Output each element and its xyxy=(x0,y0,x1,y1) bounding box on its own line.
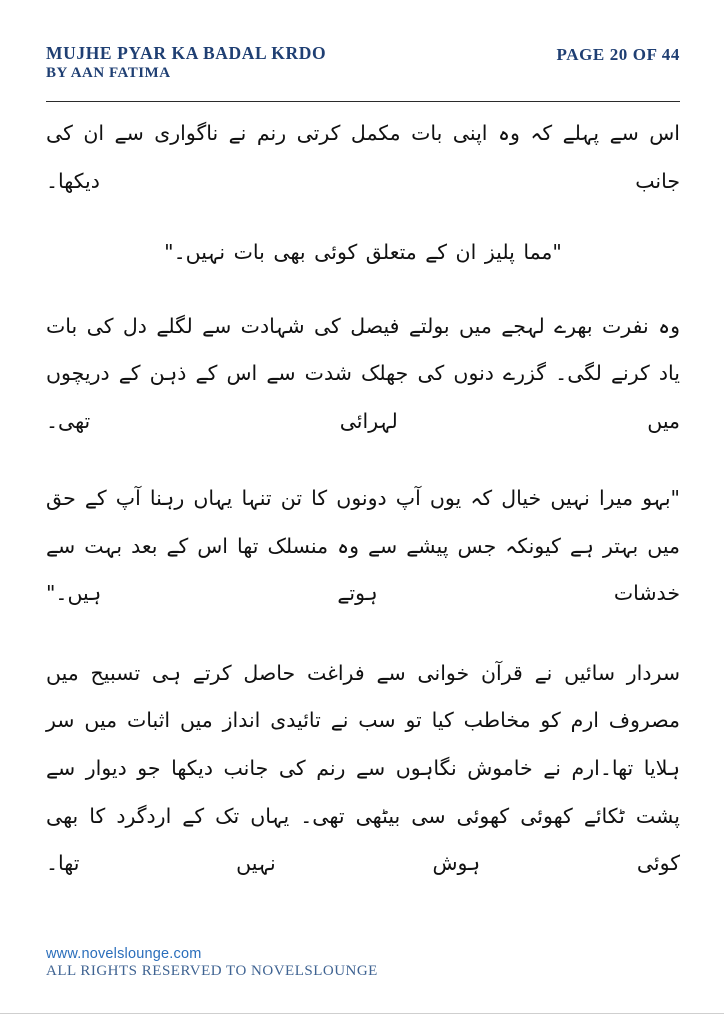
header-divider xyxy=(46,101,680,102)
page-footer xyxy=(46,946,586,980)
paragraph: سردار سائیں نے قرآن خوانی سے فراغت حاصل کرتے ہی تسبیح میں مصروف ارم کو مخاطب کیا تو سب نے تائیدی انداز میں اثبات میں سر ہلایا تھا۔ارم نے خاموش نگاہوں سے رنم کی جانب دیکھا جو دیوار سے پشت ٹکائے کھوئی کھوئی سی بیٹھی تھی۔ یہاں تک کے اردگرد کا بھی کوئی ہوش نہیں تھا۔ xyxy=(46,660,680,876)
paragraph: وہ نفرت بھرے لہجے میں بولتے فیصل کی شہادت سے لگلے دل کی بات یاد کرنے لگی۔ گزرے دنوں کی جھلک شدت سے اس کے ذہن کے دریچوں میں لہرائی تھی۔ xyxy=(46,313,680,433)
book-author: BY AAN FATIMA xyxy=(46,65,171,82)
paragraph: اس سے پہلے کہ وہ اپنی بات مکمل کرتی رنم نے ناگواری سے ان کی جانب دیکھا۔ xyxy=(46,121,680,193)
footer-divider xyxy=(0,1013,724,1014)
page-number: PAGE 20 OF 44 xyxy=(556,45,680,64)
website-link[interactable]: www.novelslounge.com xyxy=(46,946,202,962)
paragraph: "بہو میرا نہیں خیال کہ یوں آپ دونوں کا تن تنہا یہاں رہنا آپ کے حق میں بہتر ہے کیونکہ جس پیشے سے وہ منسلک تھا اس کے بعد بہت سے خدشات ہوتے ہیں۔" xyxy=(46,486,680,606)
page-content xyxy=(46,110,680,914)
header-title-block xyxy=(46,44,326,82)
copyright-notice: ALL RIGHTS RESERVED TO NOVELSLOUNGE xyxy=(46,963,378,979)
book-title: MUJHE PYAR KA BADAL KRDO xyxy=(46,43,327,63)
page-header xyxy=(46,44,680,90)
paragraph: "مما پلیز ان کے متعلق کوئی بھی بات نہیں۔" xyxy=(164,240,562,265)
